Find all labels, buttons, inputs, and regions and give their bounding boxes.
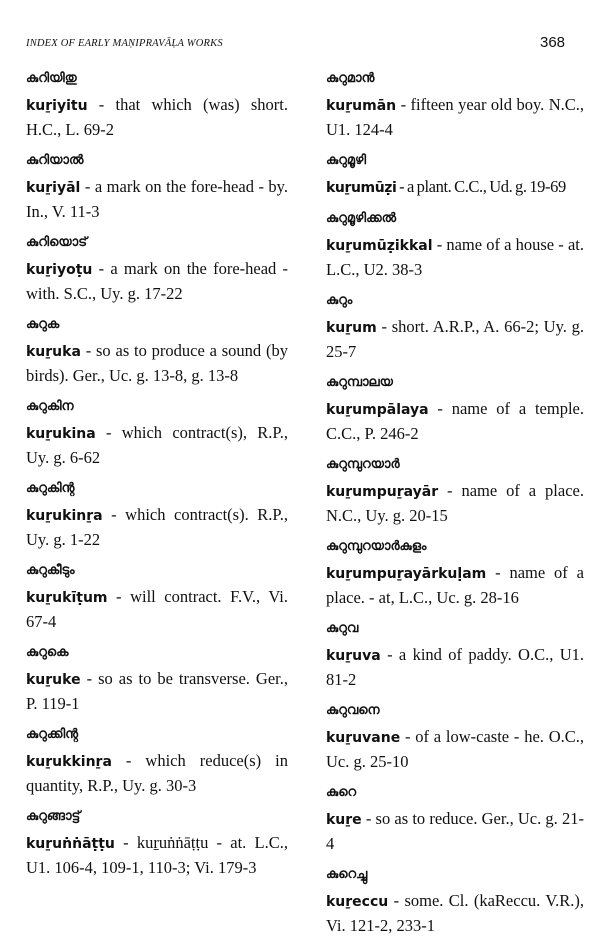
index-entry — [26, 234, 288, 306]
transliterated-term: kuṟuvane — [326, 730, 401, 746]
malayalam-headword: കുറുക്കിന്റ — [26, 727, 79, 742]
entry-definition — [26, 421, 288, 470]
transliterated-term: kuṟumpālaya — [326, 402, 429, 418]
malayalam-headword: കുറുമ്പുറയാർകുളം — [326, 539, 427, 554]
entry-definition — [26, 831, 288, 880]
index-entry — [326, 620, 584, 692]
transliterated-term: kuṟuke — [26, 672, 81, 688]
definition-text: - a mark on the fore-head - with. S.C., Uy. g. 17-22 — [26, 259, 288, 303]
entry-definition — [326, 233, 584, 282]
transliterated-term: kuṟiyitu — [26, 98, 88, 114]
index-entry — [326, 784, 584, 856]
definition-text: - a mark on the fore-head - by. In., V. 11-3 — [26, 177, 288, 221]
definition-text: - name of a house - at. L.C., U2. 38-3 — [326, 235, 584, 279]
transliterated-term: kuṟumūẓikkal — [326, 238, 433, 254]
entry-definition — [26, 503, 288, 552]
index-entry — [326, 152, 584, 200]
malayalam-headword: കുറുമ്പാലയ — [326, 375, 393, 390]
entry-definition — [26, 339, 288, 388]
definition-text: - which contract(s), R.P., Uy. g. 6-62 — [26, 423, 288, 467]
index-entry — [326, 866, 584, 938]
malayalam-headword: കുറുമ്പുറയാർ — [326, 457, 400, 472]
entry-definition — [26, 585, 288, 634]
entry-definition — [326, 889, 584, 938]
index-entry — [26, 808, 288, 880]
definition-text: - which contract(s). R.P., Uy. g. 1-22 — [26, 505, 288, 549]
definition-text: - of a low-caste - he. O.C., Uc. g. 25-10 — [326, 727, 584, 771]
malayalam-headword: കുറുമൂഴിക്കൽ — [326, 211, 397, 226]
malayalam-headword: കുറുമൂഴി — [326, 153, 367, 168]
entry-definition — [326, 175, 584, 200]
malayalam-headword: കുറുക — [26, 317, 60, 332]
transliterated-term: kuṟukinṟa — [26, 508, 103, 524]
entry-definition — [326, 561, 584, 610]
index-entry — [26, 316, 288, 388]
transliterated-term: kuṟum — [326, 320, 377, 336]
transliterated-term: kuṟumān — [326, 98, 397, 114]
index-entry — [326, 70, 584, 142]
right-column — [326, 70, 584, 948]
entry-definition — [326, 725, 584, 774]
malayalam-headword: കുറുവ — [326, 621, 359, 636]
index-entry — [26, 70, 288, 142]
malayalam-headword: കുറുകെ — [26, 645, 69, 660]
malayalam-headword: കുറിയൊട് — [26, 235, 88, 250]
transliterated-term: kuṟuṅṅāṭṭu — [26, 836, 115, 852]
index-entry — [326, 702, 584, 774]
index-entry — [326, 538, 584, 610]
index-entry — [26, 644, 288, 716]
malayalam-headword: കുറെ — [326, 785, 357, 800]
malayalam-headword: കുറിയാൽ — [26, 153, 84, 168]
malayalam-headword: കുറുകിന — [26, 399, 74, 414]
malayalam-headword: കുറും — [326, 293, 353, 308]
left-column — [26, 70, 288, 890]
definition-text: - some. Cl. (kaReccu. V.R.), Vi. 121-2, 233-1 — [326, 891, 584, 935]
definition-text: - fifteen year old boy. N.C., U1. 124-4 — [326, 95, 584, 139]
entry-definition — [26, 93, 288, 142]
definition-text: - which reduce(s) in quantity, R.P., Uy. g. 30-3 — [26, 751, 288, 795]
definition-text: - so as to produce a sound (by birds). Ger., Uc. g. 13-8, g. 13-8 — [26, 341, 288, 385]
malayalam-headword: കുറിയിതു — [26, 71, 77, 86]
entry-definition — [26, 749, 288, 798]
transliterated-term: kuṟumpuṟayārkuḷam — [326, 566, 487, 582]
entry-definition — [326, 315, 584, 364]
definition-text: - name of a temple. C.C., P. 246-2 — [326, 399, 584, 443]
index-entry — [26, 562, 288, 634]
transliterated-term: kuṟuva — [326, 648, 381, 664]
entry-definition — [326, 807, 584, 856]
malayalam-headword: കുറുകീടും — [26, 563, 75, 578]
malayalam-headword: കുറുങ്ങാട്ട് — [26, 809, 81, 824]
definition-text: - a kind of paddy. O.C., U1. 81-2 — [326, 645, 584, 689]
transliterated-term: kuṟukkinṟa — [26, 754, 112, 770]
page-number: 368 — [540, 34, 566, 51]
definition-text: - so as to reduce. Ger., Uc. g. 21-4 — [326, 809, 584, 853]
entry-definition — [26, 175, 288, 224]
entry-definition — [326, 643, 584, 692]
index-entry — [326, 374, 584, 446]
definition-text: - kuṟuṅṅāṭṭu - at. L.C., U1. 106-4, 109-1, 110-3; Vi. 179-3 — [26, 833, 288, 877]
entry-definition — [26, 257, 288, 306]
definition-text: - name of a place. N.C., Uy. g. 20-15 — [326, 481, 584, 525]
index-entry — [26, 398, 288, 470]
entry-definition — [326, 93, 584, 142]
index-entry — [26, 152, 288, 224]
transliterated-term: kuṟiyāl — [26, 180, 81, 196]
transliterated-term: kuṟumūẓi — [326, 180, 397, 196]
definition-text: - name of a place. - at, L.C., Uc. g. 28-16 — [326, 563, 584, 607]
transliterated-term: kuṟukīṭum — [26, 590, 108, 606]
entry-definition — [26, 667, 288, 716]
index-entry — [326, 210, 584, 282]
transliterated-term: kuṟuka — [26, 344, 81, 360]
index-entry — [26, 726, 288, 798]
index-entry — [326, 292, 584, 364]
transliterated-term: kuṟiyoṭu — [26, 262, 93, 278]
malayalam-headword: കുറുമാൻ — [326, 71, 375, 86]
malayalam-headword: കുറുകിന്റ — [26, 481, 75, 496]
entry-definition — [326, 479, 584, 528]
index-entry — [26, 480, 288, 552]
transliterated-term: kuṟe — [326, 812, 362, 828]
definition-text: - so as to be transverse. Ger., P. 119-1 — [26, 669, 288, 713]
definition-text: - will contract. F.V., Vi. 67-4 — [26, 587, 288, 631]
malayalam-headword: കുറുവനെ — [326, 703, 380, 718]
definition-text: - that which (was) short. H.C., L. 69-2 — [26, 95, 288, 139]
transliterated-term: kuṟumpuṟayār — [326, 484, 439, 500]
definition-text: - a plant. C.C., Ud. g. 19-69 — [396, 177, 566, 196]
definition-text: - short. A.R.P., A. 66-2; Uy. g. 25-7 — [326, 317, 584, 361]
transliterated-term: kuṟeccu — [326, 894, 389, 910]
running-title: INDEX OF EARLY MAṆIPRAVĀḶA WORKS — [26, 38, 223, 49]
malayalam-headword: കുറെച്ചു — [326, 867, 368, 882]
entry-definition — [326, 397, 584, 446]
transliterated-term: kuṟukina — [26, 426, 96, 442]
index-entry — [326, 456, 584, 528]
